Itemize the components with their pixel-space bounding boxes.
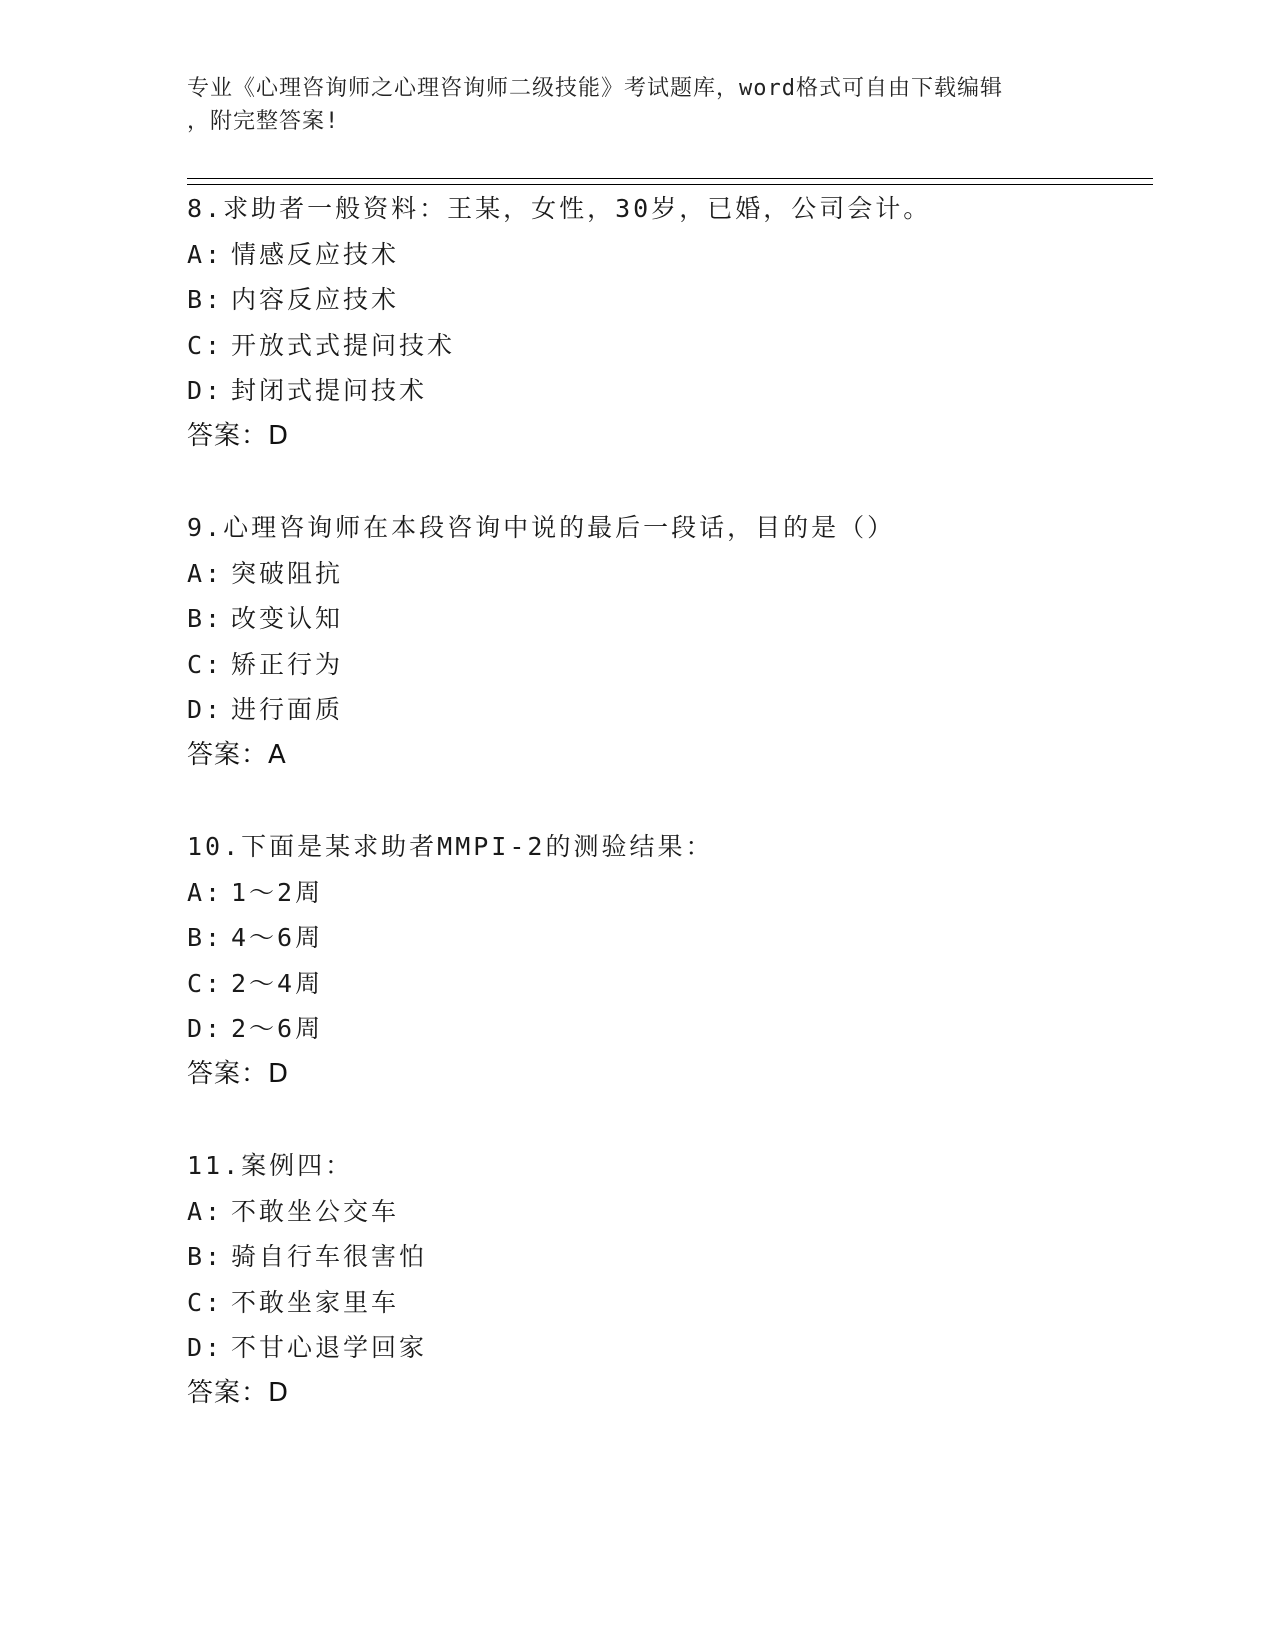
option-c	[187, 642, 1167, 688]
option-letter: C:	[187, 1287, 224, 1317]
option-b	[187, 277, 1167, 323]
option-letter: D:	[187, 1333, 224, 1363]
question-stem: 8.求助者一般资料：王某，女性，30岁，已婚，公司会计。	[187, 194, 932, 223]
option-text: 1～2周	[231, 877, 324, 907]
answer: 答案：D	[187, 1058, 290, 1089]
option-a	[187, 551, 1167, 597]
option-d	[187, 687, 1167, 733]
option-text: 突破阻抗	[231, 558, 344, 588]
option-text: 情感反应技术	[231, 239, 400, 269]
option-a	[187, 232, 1167, 278]
option-letter: A:	[187, 558, 224, 588]
option-letter: A:	[187, 239, 224, 269]
option-text: 不敢坐公交车	[231, 1196, 400, 1226]
option-text: 封闭式提问技术	[231, 376, 428, 406]
option-text: 开放式式提问技术	[231, 330, 456, 360]
option-d	[187, 1006, 1167, 1052]
answer: 答案：A	[187, 739, 287, 770]
question-stem: 11.案例四：	[187, 1151, 354, 1180]
header-divider	[187, 178, 1153, 185]
option-letter: A:	[187, 1196, 224, 1226]
option-c	[187, 1280, 1167, 1326]
option-letter: C:	[187, 968, 224, 998]
option-text: 2～6周	[231, 1014, 324, 1044]
header-line-1: 专业《心理咨询师之心理咨询师二级技能》考试题库，word格式可自由下载编辑	[187, 76, 1003, 101]
answer: 答案：D	[187, 420, 290, 451]
option-letter: B:	[187, 1242, 224, 1272]
option-letter: B:	[187, 285, 224, 315]
question-9	[187, 505, 1167, 779]
option-b	[187, 1234, 1167, 1280]
option-letter: D:	[187, 1014, 224, 1044]
option-d	[187, 1325, 1167, 1371]
question-stem: 9.心理咨询师在本段咨询中说的最后一段话，目的是（）	[187, 513, 896, 542]
option-letter: D:	[187, 376, 224, 406]
option-a	[187, 1189, 1167, 1235]
document-header	[187, 72, 1067, 138]
option-text: 进行面质	[231, 695, 344, 725]
option-letter: B:	[187, 604, 224, 634]
option-letter: B:	[187, 923, 224, 953]
option-text: 2～4周	[231, 968, 324, 998]
option-letter: D:	[187, 695, 224, 725]
question-stem: 10.下面是某求助者MMPI-2的测验结果：	[187, 832, 714, 861]
option-c	[187, 323, 1167, 369]
option-text: 内容反应技术	[231, 285, 400, 315]
option-text: 矫正行为	[231, 649, 344, 679]
question-10	[187, 824, 1167, 1098]
option-letter: C:	[187, 330, 224, 360]
option-b	[187, 915, 1167, 961]
question-11	[187, 1143, 1167, 1417]
option-d	[187, 368, 1167, 414]
option-b	[187, 596, 1167, 642]
header-line-2: ，附完整答案!	[187, 109, 340, 134]
answer: 答案：D	[187, 1377, 290, 1408]
option-text: 骑自行车很害怕	[231, 1242, 428, 1272]
option-letter: A:	[187, 877, 224, 907]
option-text: 改变认知	[231, 604, 344, 634]
option-a	[187, 870, 1167, 916]
option-c	[187, 961, 1167, 1007]
option-letter: C:	[187, 649, 224, 679]
option-text: 不敢坐家里车	[231, 1287, 400, 1317]
option-text: 4～6周	[231, 923, 324, 953]
question-8	[187, 186, 1167, 460]
option-text: 不甘心退学回家	[231, 1333, 428, 1363]
